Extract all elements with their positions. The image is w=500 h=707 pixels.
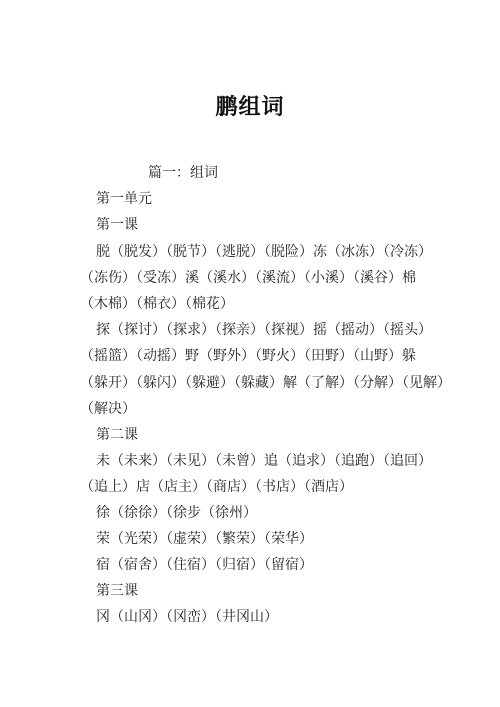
text-line: （躲开）（躲闪）（躲避）（躲藏）解（了解）（分解）（见解） — [80, 375, 451, 391]
text-line: （摇篮）（动摇）野（野外）（野火）（田野）（山野）躲 — [80, 348, 416, 364]
section-subtitle: 篇一：组词 — [148, 165, 218, 181]
text-line: 探（探讨）（探求）（探亲）（探视）摇（摇动）（摇头） — [96, 322, 432, 338]
page-title: 鹏组词 — [215, 94, 285, 120]
text-line: 宿（宿舍）（住宿）（归宿）（留宿） — [96, 557, 313, 573]
lesson-heading: 第一课 — [96, 217, 138, 233]
unit-heading: 第一单元 — [96, 191, 152, 207]
text-line: （木棉）（棉衣）（棉花） — [80, 296, 234, 312]
text-line: 脱（脱发）（脱节）（逃脱）（脱险）冻（冰冻）（冷冻） — [96, 244, 432, 260]
lesson-heading: 第二课 — [96, 427, 138, 443]
text-line: 荣（光荣）（虚荣）（繁荣）（荣华） — [96, 531, 313, 547]
text-line: 冈（山冈）（冈峦）（井冈山） — [96, 609, 278, 625]
text-line: 未（未来）（未见）（未曾）追（追求）（追跑）（追回） — [96, 453, 432, 469]
lesson-heading: 第三课 — [96, 583, 138, 599]
text-line: （追上）店（店主）（商店）（书店）（酒店） — [80, 479, 353, 495]
text-line: 徐（徐徐）（徐步（徐州） — [96, 505, 257, 521]
text-line: （解决） — [80, 401, 136, 417]
text-line: （冻伤）（受冻）溪（溪水）（溪流）（小溪）（溪谷）棉 — [80, 270, 416, 286]
